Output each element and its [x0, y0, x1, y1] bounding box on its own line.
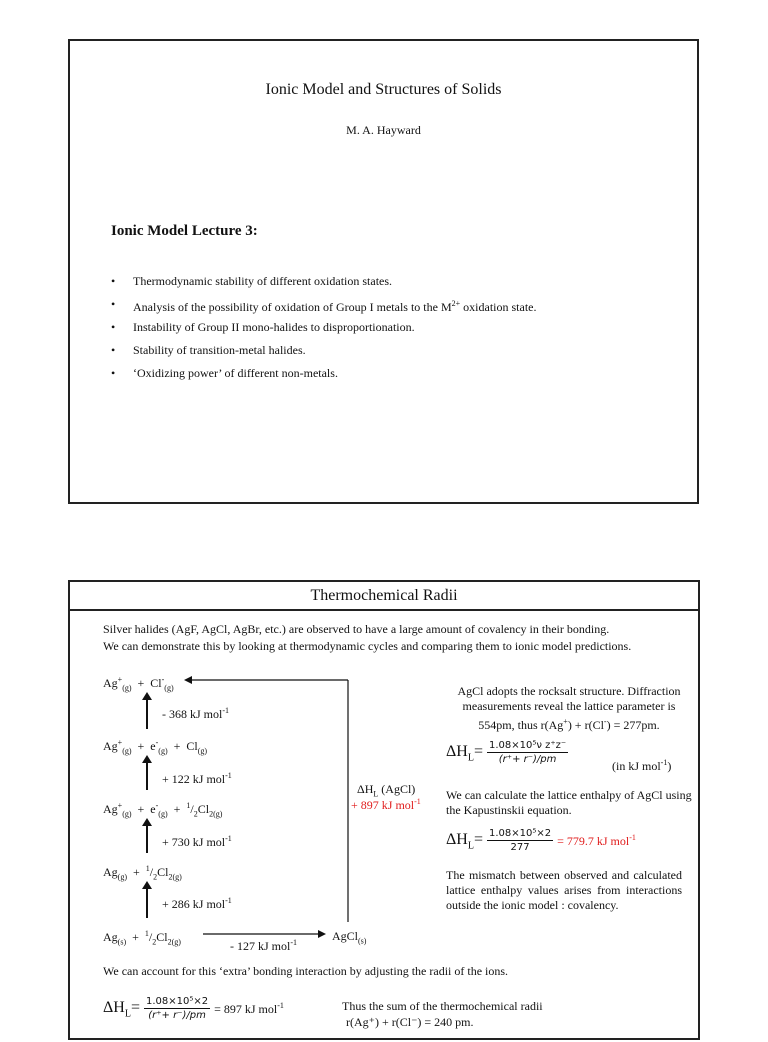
account-text: We can account for this ‘extra’ bonding interaction by adjusting the radii of the ions. — [103, 964, 509, 978]
lattice-enthalpy-label: $\Delta H_L$ (AgCl) — [357, 782, 416, 799]
step-value: + 286 kJ mol$^{-1}$ — [162, 896, 232, 911]
mismatch-text: The mismatch between observed and calculated lattice enthalpy values arises from interactions outside the ionic model : covalency. — [446, 868, 682, 912]
equation-units: (in kJ mol$^{-1}$) — [612, 758, 672, 773]
lattice-enthalpy-value: + 897 kJ mol$^{-1}$ — [351, 797, 421, 812]
thermochemical-equation: $\Delta H_L=$ $\frac{\text{1.08×10⁵×2}}{(r^++ r^-)/pm}$ = 897 kJ mol$^{-1}$ — [103, 996, 284, 1021]
slide-title: Ionic Model and Structures of Solids — [265, 81, 502, 98]
calc-text: We can calculate the lattice enthalpy of AgCl using the Kapustinskii equation. — [446, 788, 692, 817]
step-value: + 122 kJ mol$^{-1}$ — [162, 771, 232, 786]
step-value: - 368 kJ mol$^{-1}$ — [162, 706, 230, 721]
lattice-arrow-head-icon — [184, 676, 192, 684]
level-ag-gas: $Ag_{(g)} + ^1/_2Cl_{2(g)}$ — [103, 864, 182, 882]
bullet-item: • Analysis of the possibility of oxidation of Group I metals to the $M^{2+}$ oxidation state. — [111, 296, 671, 319]
kapustinskii-calc-equation: $\Delta H_L=$ $\frac{\text{1.08×10⁵×2}}{277}$ = 779.7 kJ mol$^{-1}$ — [446, 828, 636, 853]
bullet-item: • Stability of transition-metal halides. — [111, 342, 671, 365]
sum-text: Thus the sum of the thermochemical radii — [342, 999, 543, 1013]
bullet-item: • Thermodynamic stability of different oxidation states. — [111, 273, 671, 296]
thermochemical-radii-slide — [68, 580, 700, 1040]
level-ag-solid: $Ag_{(s)} + ^1/_2Cl_{2(g)}$ — [103, 929, 181, 947]
author: M. A. Hayward — [346, 123, 421, 137]
bullet-item: • Instability of Group II mono-halides to disproportionation. — [111, 319, 671, 342]
intro-line-1: Silver halides (AgF, AgCl, AgBr, etc.) are observed to have a large amount of covalency in their bonding. — [103, 622, 610, 636]
title-slide — [68, 39, 699, 504]
sum-value: r(Ag⁺) + r(Cl⁻) = 240 pm. — [346, 1015, 474, 1029]
lecture-heading: Ionic Model Lecture 3: — [111, 223, 258, 239]
slide-title: Thermochemical Radii — [70, 582, 698, 611]
step-value: + 730 kJ mol$^{-1}$ — [162, 834, 232, 849]
level-agcl-solid: AgCl$_{(s)}$ — [332, 929, 367, 946]
kapustinskii-general-equation: $\Delta H_L=$ $\frac{\text{1.08×10⁵ν z⁺z⁻}}{(r^++ r^-)/pm}$ — [446, 740, 567, 765]
formation-value: - 127 kJ mol$^{-1}$ — [230, 938, 298, 953]
bullet-list — [111, 273, 671, 388]
formation-arrow-head-icon — [318, 930, 326, 938]
bullet-item: • ‘Oxidizing power’ of different non-metals. — [111, 365, 671, 388]
level-gas-ions: $Ag^+_{(g)} + Cl^-_{(g)}$ — [103, 675, 174, 693]
level-half-cl2: $Ag^+_{(g)} + e^-_{(g)} + ^1/_2Cl_{2(g)}$ — [103, 801, 223, 819]
level-gas-electron: $Ag^+_{(g)} + e^-_{(g)} + Cl_{(g)}$ — [103, 738, 208, 756]
intro-line-2: We can demonstrate this by looking at thermodynamic cycles and comparing them to ionic model predictions. — [103, 639, 632, 653]
rocksalt-text: AgCl adopts the rocksalt structure. Diffraction measurements reveal the lattice parameter is 554pm, thus r(Ag+) + r(Cl-) = 277pm. — [457, 684, 681, 732]
